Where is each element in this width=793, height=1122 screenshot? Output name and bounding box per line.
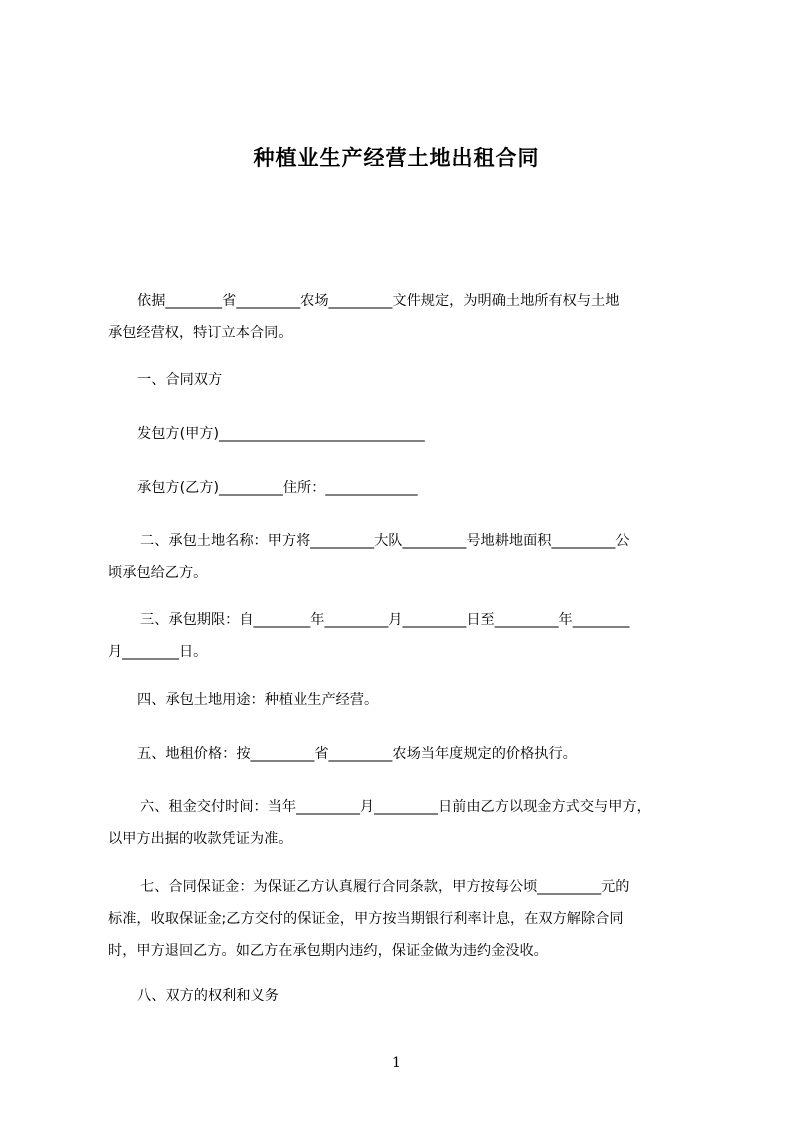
section-7-line-3: 时，甲方退回乙方。如乙方在承包期内违约，保证金做为违约金没收。 bbox=[108, 943, 548, 959]
preamble-line-1: 依据________省_________农场_________文件规定，为明确土地所有权与土地 bbox=[137, 293, 620, 309]
section-8-heading: 八、双方的权利和义务 bbox=[137, 988, 279, 1004]
section-3-paragraph bbox=[105, 604, 705, 668]
page-number: 1 bbox=[392, 1055, 401, 1071]
section-5-paragraph: 五、地租价格：按_________省_________农场当年度规定的价格执行。 bbox=[137, 746, 577, 762]
section-2-paragraph bbox=[105, 525, 705, 589]
section-7-paragraph bbox=[105, 871, 705, 967]
party-b-field: 承包方(乙方)_________住所：_____________ bbox=[137, 480, 418, 496]
preamble-line-2: 承包经营权，特订立本合同。 bbox=[108, 325, 293, 341]
section-6-paragraph bbox=[105, 791, 705, 855]
section-2-line-1: 二、承包土地名称：甲方将_________大队_________号地耕地面积_________公 bbox=[140, 533, 630, 549]
party-a-field: 发包方(甲方)_____________________________ bbox=[137, 426, 425, 442]
section-3-line-1: 三、承包期限：自________年_________月_________日至_________年________ bbox=[140, 612, 630, 628]
document-title: 种植业生产经营土地出租合同 bbox=[253, 146, 540, 170]
section-7-line-2: 标准，收取保证金;乙方交付的保证金，甲方按当期银行利率计息，在双方解除合同 bbox=[108, 911, 624, 927]
section-2-line-2: 顷承包给乙方。 bbox=[108, 565, 208, 581]
section-3-line-2: 月________日。 bbox=[108, 644, 208, 660]
section-7-line-1: 七、合同保证金：为保证乙方认真履行合同条款，甲方按每公顷_________元的 bbox=[140, 879, 630, 895]
section-6-line-2: 以甲方出据的收款凭证为准。 bbox=[108, 831, 293, 847]
section-4-paragraph: 四、承包土地用途：种植业生产经营。 bbox=[137, 692, 379, 708]
preamble-paragraph bbox=[105, 285, 705, 349]
section-6-line-1: 六、租金交付时间：当年_________月_________日前由乙方以现金方式交与甲方， bbox=[140, 799, 651, 815]
section-1-heading: 一、合同双方 bbox=[137, 372, 223, 388]
